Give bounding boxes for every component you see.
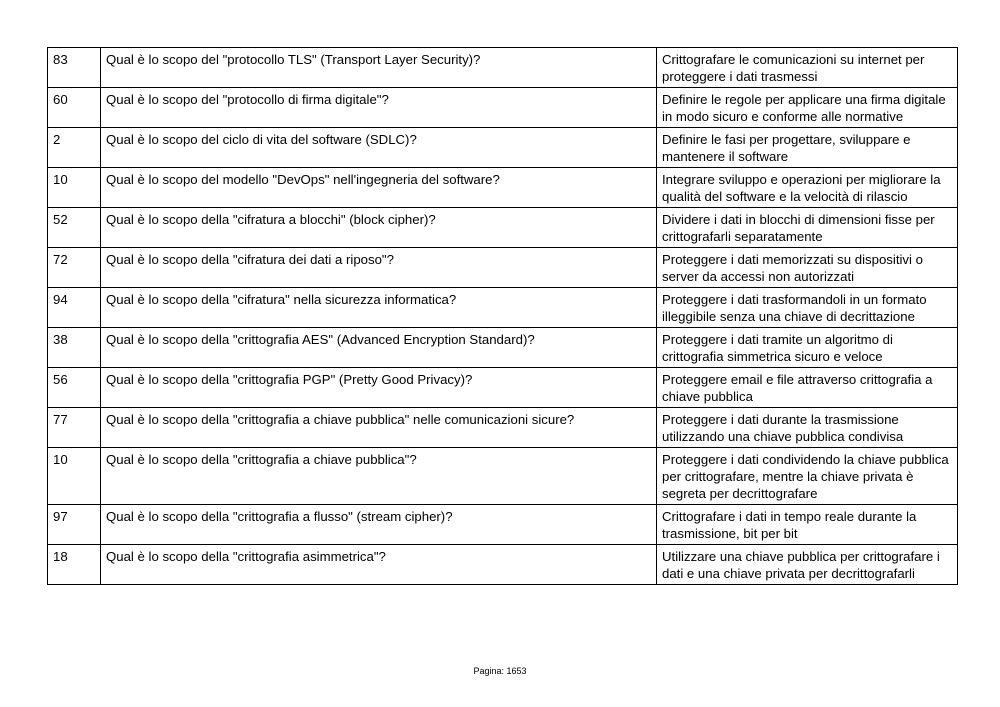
row-number: 56 [48,368,101,408]
row-question: Qual è lo scopo della "crittografia a chiave pubblica"? [101,448,657,505]
qa-table-body [48,48,958,585]
row-question: Qual è lo scopo del ciclo di vita del software (SDLC)? [101,128,657,168]
row-question: Qual è lo scopo della "crittografia AES" (Advanced Encryption Standard)? [101,328,657,368]
table-row [48,128,958,168]
table-row [48,448,958,505]
page-footer [0,666,1000,676]
row-number: 10 [48,168,101,208]
row-answer: Proteggere i dati durante la trasmissione utilizzando una chiave pubblica condivisa [657,408,958,448]
row-number: 18 [48,545,101,585]
row-question: Qual è lo scopo della "crittografia PGP" (Pretty Good Privacy)? [101,368,657,408]
row-question: Qual è lo scopo del modello "DevOps" nell'ingegneria del software? [101,168,657,208]
qa-table [47,47,958,585]
row-question: Qual è lo scopo della "cifratura" nella sicurezza informatica? [101,288,657,328]
table-row [48,328,958,368]
table-row [48,168,958,208]
row-number: 77 [48,408,101,448]
table-row [48,48,958,88]
row-number: 10 [48,448,101,505]
row-answer: Dividere i dati in blocchi di dimensioni fisse per crittografarli separatamente [657,208,958,248]
table-row [48,288,958,328]
row-question: Qual è lo scopo del "protocollo di firma digitale"? [101,88,657,128]
row-question: Qual è lo scopo della "cifratura a blocchi" (block cipher)? [101,208,657,248]
row-answer: Proteggere i dati tramite un algoritmo di crittografia simmetrica sicuro e veloce [657,328,958,368]
page-number-label: Pagina: 1653 [473,666,527,676]
table-row [48,88,958,128]
row-question: Qual è lo scopo della "crittografia a flusso" (stream cipher)? [101,505,657,545]
row-number: 94 [48,288,101,328]
table-row [48,208,958,248]
row-answer: Proteggere i dati condividendo la chiave pubblica per crittografare, mentre la chiave privata è segreta per decrittografare [657,448,958,505]
table-row [48,505,958,545]
row-answer: Definire le regole per applicare una firma digitale in modo sicuro e conforme alle normative [657,88,958,128]
table-row [48,545,958,585]
row-answer: Utilizzare una chiave pubblica per crittografare i dati e una chiave privata per decrittografarli [657,545,958,585]
row-number: 60 [48,88,101,128]
table-row [48,408,958,448]
row-question: Qual è lo scopo della "cifratura dei dati a riposo"? [101,248,657,288]
row-number: 72 [48,248,101,288]
row-number: 52 [48,208,101,248]
row-question: Qual è lo scopo della "crittografia asimmetrica"? [101,545,657,585]
row-answer: Proteggere i dati trasformandoli in un formato illeggibile senza una chiave di decrittazione [657,288,958,328]
row-number: 2 [48,128,101,168]
row-question: Qual è lo scopo della "crittografia a chiave pubblica" nelle comunicazioni sicure? [101,408,657,448]
row-answer: Definire le fasi per progettare, sviluppare e mantenere il software [657,128,958,168]
row-question: Qual è lo scopo del "protocollo TLS" (Transport Layer Security)? [101,48,657,88]
table-row [48,248,958,288]
row-number: 83 [48,48,101,88]
row-answer: Proteggere email e file attraverso crittografia a chiave pubblica [657,368,958,408]
row-number: 38 [48,328,101,368]
row-answer: Crittografare le comunicazioni su internet per proteggere i dati trasmessi [657,48,958,88]
row-number: 97 [48,505,101,545]
table-row [48,368,958,408]
row-answer: Proteggere i dati memorizzati su dispositivi o server da accessi non autorizzati [657,248,958,288]
row-answer: Integrare sviluppo e operazioni per migliorare la qualità del software e la velocità di rilascio [657,168,958,208]
row-answer: Crittografare i dati in tempo reale durante la trasmissione, bit per bit [657,505,958,545]
